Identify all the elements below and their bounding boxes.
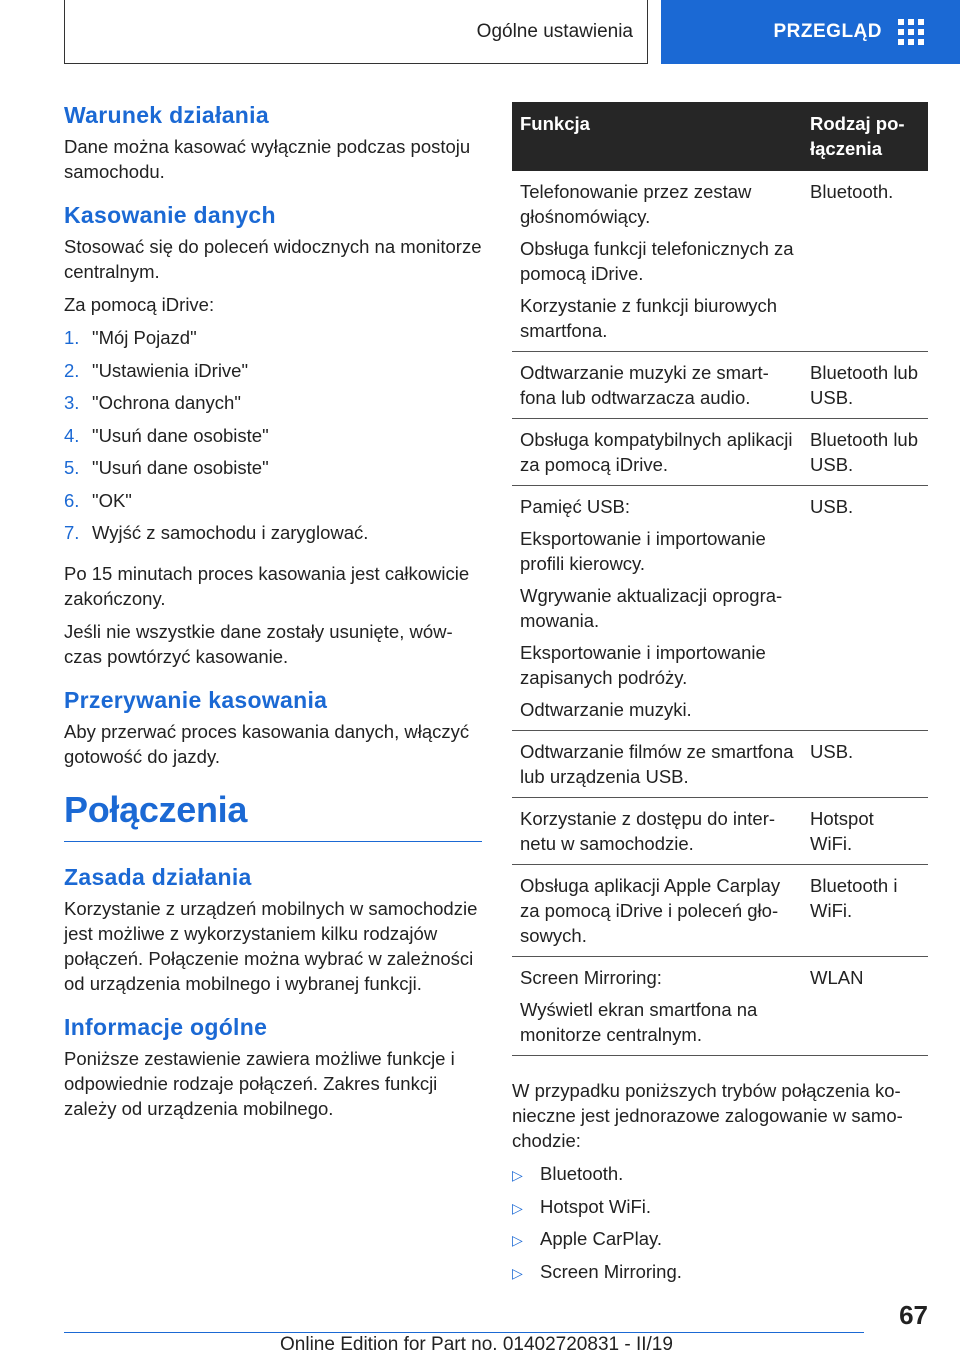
table-header-row [512, 102, 928, 171]
completion-text: Po 15 minutach proces kasowania jest całkowicie zakończony. [64, 562, 470, 609]
connection-type-column-header: Rodzaj połączenia [802, 102, 928, 171]
step-text: "Usuń dane osobiste" [92, 424, 269, 446]
mode-text: Hotspot WiFi. [540, 1195, 652, 1217]
delete-data-text: Stosować się do poleceń widocznych na monitorze centralnym. [64, 236, 482, 282]
list-item [512, 1161, 928, 1194]
step-number: 3. [64, 392, 80, 413]
mode-text: Bluetooth. [540, 1163, 624, 1184]
list-item [64, 455, 482, 488]
triangle-bullet-icon: ▷ [512, 1264, 523, 1281]
list-item [64, 423, 482, 456]
step-text: "Mój Pojazd" [92, 327, 197, 348]
list-item [512, 1226, 928, 1259]
principle-text: Korzystanie z urządzeń mobilnych w samochodzie jest możliwe z wykorzystaniem kilku rodzajów połączeń. Połączenie można wybrać w zależności od urządzenia mobilnego i wybranej funkcji. [64, 897, 478, 994]
right-column [512, 102, 928, 1291]
connections-title: Połączenia [64, 789, 482, 842]
step-text: "Ochrona danych" [92, 392, 241, 413]
list-item [64, 390, 482, 423]
triangle-bullet-icon: ▷ [512, 1167, 523, 1183]
step-number: 1. [64, 327, 80, 348]
table-row [512, 957, 928, 1056]
function-cell [512, 798, 802, 865]
overview-tab[interactable] [661, 0, 960, 64]
list-item [64, 358, 482, 391]
connection-type-cell: USB. [802, 731, 928, 798]
repeat-text: Jeśli nie wszystkie dane zostały usunięte, wówczas powtórzyć kasowanie. [64, 620, 453, 667]
list-item [512, 1259, 928, 1292]
table-row [512, 865, 928, 957]
function-text: Odtwarzanie muzyki ze smartfona lub odtwarzacza audio. [520, 362, 769, 408]
section-tab-label: Ogólne ustawienia [476, 20, 633, 42]
function-cell [512, 957, 802, 1056]
function-text: Wgrywanie aktualizacji oprogramowania. [520, 585, 783, 631]
connection-type-cell: Bluetooth lub USB. [802, 352, 928, 419]
connection-type-cell: Hotspot WiFi. [802, 798, 928, 865]
login-modes-list [512, 1161, 928, 1291]
table-row [512, 731, 928, 798]
function-text: Obsługa aplikacji Apple Carplay za pomocą iDrive i poleceń głosowych. [520, 875, 781, 946]
function-cell [512, 171, 802, 352]
function-cell [512, 486, 802, 731]
function-text: Odtwarzanie filmów ze smartfona lub urządzenia USB. [520, 741, 794, 787]
connection-type-cell: Bluetooth. [802, 171, 928, 352]
section-tab[interactable] [64, 0, 648, 64]
function-text: Korzystanie z funkcji biurowych smartfona. [520, 295, 778, 341]
step-number: 2. [64, 359, 80, 381]
page-number: 67 [899, 1300, 928, 1330]
step-number: 4. [64, 424, 80, 446]
function-text: Screen Mirroring: [520, 967, 662, 988]
step-text: "Ustawienia iDrive" [92, 359, 249, 381]
step-text: "Usuń dane osobiste" [92, 457, 269, 478]
mode-text: Screen Mirroring. [540, 1260, 682, 1282]
table-row [512, 798, 928, 865]
edition-text: Online Edition for Part no. 01402720831 - II/19 [280, 1334, 673, 1355]
step-text: Wyjść z samochodu i zaryglować. [92, 522, 369, 543]
list-item [64, 325, 482, 358]
function-text: Korzystanie z dostępu do internetu w samochodzie. [520, 808, 776, 854]
principle-heading: Zasada działania [64, 863, 252, 890]
interrupt-heading: Przerywanie kasowania [64, 686, 328, 713]
function-cell [512, 731, 802, 798]
table-row [512, 352, 928, 419]
triangle-bullet-icon: ▷ [512, 1232, 523, 1248]
mode-text: Apple CarPlay. [540, 1228, 663, 1249]
list-item [512, 1194, 928, 1227]
function-cell [512, 865, 802, 957]
function-text: Eksportowanie i importowanie zapisanych podróży. [520, 642, 766, 688]
table-row [512, 419, 928, 486]
left-column [64, 102, 482, 1129]
function-column-header: Funkcja [512, 102, 802, 171]
triangle-bullet-icon: ▷ [512, 1199, 523, 1216]
function-cell [512, 352, 802, 419]
step-number: 7. [64, 522, 80, 543]
delete-data-heading: Kasowanie danych [64, 202, 276, 228]
condition-text: Dane można kasować wyłącznie podczas postoju samochodu. [64, 136, 471, 182]
step-text: "OK" [92, 489, 132, 511]
list-item [64, 520, 482, 553]
function-text: Obsługa kompatybilnych aplikacji za pomocą iDrive. [520, 429, 793, 475]
general-info-text: Poniższe zestawienie zawiera możliwe funkcje i odpowiednie rodzaje połączeń. Zakres funkcji zależy od urządzenia mobilnego. [64, 1047, 455, 1119]
function-text: Wyświetl ekran smartfona na monitorze centralnym. [520, 999, 758, 1045]
grid-icon [898, 19, 924, 45]
connections-table [512, 102, 928, 1056]
delete-steps-list [64, 325, 482, 553]
table-row [512, 171, 928, 352]
connection-type-cell: USB. [802, 486, 928, 731]
function-text: Obsługa funkcji telefonicznych za pomocą iDrive. [520, 238, 794, 284]
via-idrive-text: Za pomocą iDrive: [64, 294, 215, 315]
function-text: Pamięć USB: [520, 496, 631, 517]
function-cell [512, 419, 802, 486]
footer-divider [64, 1332, 864, 1333]
function-text: Telefonowanie przez zestaw głośnomówiący. [520, 181, 752, 227]
list-item [64, 488, 482, 521]
function-text: Odtwarzanie muzyki. [520, 699, 692, 720]
connection-type-cell: Bluetooth lub USB. [802, 419, 928, 486]
interrupt-text: Aby przerwać proces kasowania danych, włączyć gotowość do jazdy. [64, 720, 470, 767]
overview-tab-label: PRZEGLĄD [773, 21, 882, 42]
function-text: Eksportowanie i importowanie profili kierowcy. [520, 528, 766, 574]
step-number: 5. [64, 457, 80, 478]
login-required-text: W przypadku poniższych trybów połączenia konieczne jest jednorazowe zalogowanie w samochodzie: [512, 1080, 903, 1151]
table-row [512, 486, 928, 731]
condition-heading: Warunek działania [64, 102, 269, 128]
connection-type-cell: WLAN [802, 957, 928, 1056]
connection-type-cell: Bluetooth i WiFi. [802, 865, 928, 957]
general-info-heading: Informacje ogólne [64, 1013, 268, 1040]
step-number: 6. [64, 489, 80, 511]
